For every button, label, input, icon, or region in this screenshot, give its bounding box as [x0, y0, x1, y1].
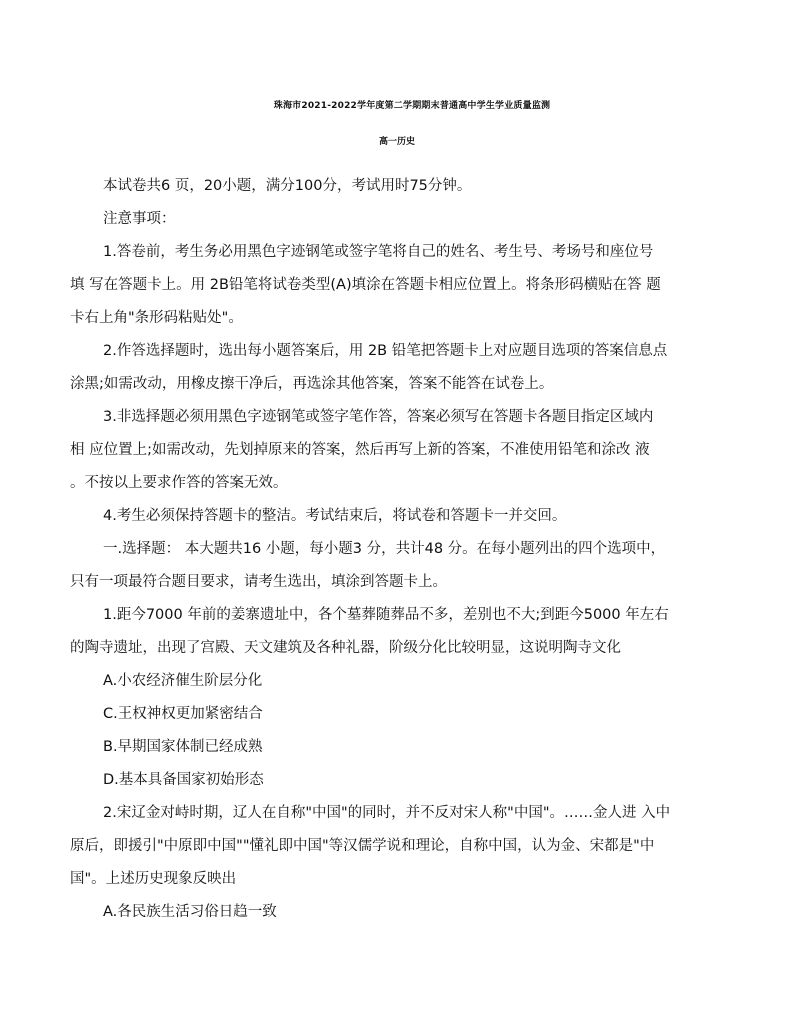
question-2-stem-line-2: 原后，即援引"中原即中国""懂礼即中国"等汉儒学说和理论，自称中国，认为金、宋都是"中	[70, 838, 655, 854]
question-1-option-d: D.基本具备国家初始形态	[103, 772, 264, 788]
question-1-option-c: C.王权神权更加紧密结合	[103, 706, 263, 722]
question-2-option-a: A.各民族生活习俗日趋一致	[103, 904, 277, 920]
section-1-heading: 一.选择题： 本大题共16 小题，每小题3 分，共计48 分。在每小题列出的四个选项中，	[103, 541, 666, 557]
exam-info-line: 本试卷共6 页，20小题，满分100分，考试用时75分钟。	[103, 178, 472, 194]
question-2-stem-line-1: 2.宋辽金对峙时期，辽人在自称"中国"的同时，并不反对宋人称"中国"。……金人进 入中	[103, 805, 671, 821]
exam-subject-title: 高一历史	[378, 137, 415, 147]
notes-heading: 注意事项：	[103, 211, 176, 227]
note-1-line-1: 1.答卷前，考生务必用黑色字迹钢笔或签字笔将自己的姓名、考生号、考场号和座位号	[103, 244, 654, 260]
note-3-line-3: 。不按以上要求作答的答案无效。	[70, 475, 288, 491]
note-3-line-1: 3.非选择题必须用黑色字迹钢笔或签字笔作答，答案必须写在答题卡各题目指定区域内	[103, 409, 654, 425]
question-1-stem-line-2: 的陶寺遗址，出现了宫殿、天文建筑及各种礼器，阶级分化比较明显，这说明陶寺文化	[70, 640, 621, 656]
question-1-option-a: A.小农经济催生阶层分化	[103, 673, 263, 689]
question-2-stem-line-3: 国"。上述历史现象反映出	[70, 871, 237, 887]
exam-main-title: 珠海市2021-2022学年度第二学期期末普通高中学生学业质量监测	[273, 101, 551, 111]
note-1-line-2: 填 写在答题卡上。用 2B铅笔将试卷类型(A)填涂在答题卡相应位置上。将条形码横贴在答 题	[70, 277, 661, 293]
note-2-line-2: 涂黑;如需改动，用橡皮擦干净后，再选涂其他答案，答案不能答在试卷上。	[70, 376, 554, 392]
section-1-instructions: 只有一项最符合题目要求，请考生选出，填涂到答题卡上。	[70, 574, 447, 590]
note-2-line-1: 2.作答选择题时，选出每小题答案后，用 2B 铅笔把答题卡上对应题目选项的答案信息点	[103, 343, 668, 359]
note-1-line-3: 卡右上角"条形码粘贴处"。	[70, 310, 243, 326]
question-1-option-b: B.早期国家体制已经成熟	[103, 739, 263, 755]
question-1-stem-line-1: 1.距今7000 年前的姜寨遗址中，各个墓葬随葬品不多，差别也不大;到距今5000 年左右	[103, 607, 669, 623]
note-4-line-1: 4.考生必须保持答题卡的整洁。考试结束后，将试卷和答题卡一并交回。	[103, 508, 567, 524]
note-3-line-2: 相 应位置上;如需改动，先划掉原来的答案，然后再写上新的答案，不准使用铅笔和涂改 液	[70, 442, 650, 458]
